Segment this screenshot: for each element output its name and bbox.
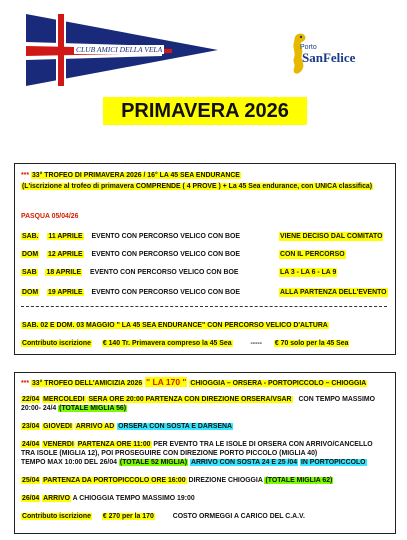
schedule-day: VENERDI [43, 441, 74, 448]
contrib-label: Contributo iscrizione [22, 513, 91, 520]
miles-badge: (TOTALE MIGLIA 62) [265, 477, 333, 484]
schedule-line: TRA ISOLE (MIGLIA 12), POI PROSEGUIRE CON DIREZIONE PORTO PICCOLO (MIGLIA 40) [21, 450, 318, 457]
club-logo-text: CLUB AMICI DELLA VELA [76, 45, 163, 54]
event-desc: EVENTO CON PERCORSO VELICO CON BOE [91, 233, 240, 240]
schedule-text: TEMPO MAX 10:00 DEL 26/04 [21, 459, 117, 466]
schedule-line [21, 395, 375, 404]
contrib-45sea: € 70 solo per la 45 Sea [274, 340, 349, 347]
contrib-row [21, 512, 389, 521]
contrib-separator: ----- [250, 340, 262, 347]
schedule-date: 22/04 [22, 396, 40, 403]
club-logo [22, 12, 222, 87]
schedule-date: 26/04 [22, 495, 40, 502]
event-date: 12 APRILE [48, 251, 83, 258]
schedule-date: 24/04 [22, 441, 40, 448]
event-date: 11 APRILE [48, 233, 83, 240]
schedule-text: 20:00- 24/4 [21, 405, 57, 412]
schedule-text: ARRIVO [43, 495, 70, 502]
event-date: 19 APRILE [48, 289, 83, 296]
schedule-date: 25/04 [22, 477, 40, 484]
ormeggi-note: COSTO ORMEGGI A CARICO DEL C.A.V. [172, 513, 305, 520]
heading-stars: *** [21, 380, 30, 387]
schedule-text: PARTENZA DA PORTOPICCOLO ORE 16:00 [43, 477, 186, 484]
schedule-text: A CHIOGGIA TEMPO MASSIMO 19:00 [72, 495, 195, 502]
schedule-line [21, 476, 333, 485]
la170-label: " LA 170 " [146, 377, 187, 387]
event-desc: EVENTO CON PERCORSO VELICO CON BOE [91, 289, 240, 296]
schedule-line [21, 440, 373, 449]
event-day: DOM [22, 289, 39, 296]
trofeo-amicizia-box [14, 372, 396, 534]
trofeo1-heading: 33° TROFEO DI PRIMAVERA 2026 / 16° LA 45 SEA ENDURANCE [31, 172, 240, 179]
miles-badge: (TOTALE MIGLIA 56) [59, 405, 127, 412]
event-day: DOM [22, 251, 39, 258]
event-note: LA 3 - LA 6 - LA 9 [280, 269, 337, 276]
trofeo2-route: CHIOGGIA – ORSERA - PORTOPICCOLO – CHIOGGIA [190, 380, 367, 387]
trofeo2-heading-row [21, 378, 367, 388]
event-day: SAB [22, 269, 37, 276]
endurance-row [21, 321, 329, 330]
schedule-text: SERA ORE 20:00 PARTENZA CON DIREZIONE ORSERA/VSAR [88, 396, 292, 403]
page-title: PRIMAVERA 2026 [103, 97, 307, 125]
event-note: CON IL PERCORSO [280, 251, 345, 258]
trofeo1-subline: (L'iscrizione al trofeo di primavera COMPRENDE ( 4 PROVE ) + La 45 Sea endurance, con UNICA classifica) [22, 183, 373, 190]
sosta-badge: ARRIVO CON SOSTA 24 E 25 /04 [190, 459, 298, 466]
event-day: SAB. [22, 233, 39, 240]
event-row [21, 288, 389, 297]
event-date: 18 APRILE [46, 269, 82, 276]
endurance-text: SAB. 02 E DOM. 03 MAGGIO " LA 45 SEA ENDURANCE" CON PERCORSO VELICO D'ALTURA [22, 322, 328, 329]
event-desc: EVENTO CON PERCORSO VELICO CON BOE [90, 269, 239, 276]
trofeo2-heading: 33° TROFEO DELL'AMICIZIA 2026 [31, 380, 143, 387]
schedule-line [21, 422, 233, 431]
event-note: VIENE DECISO DAL COMITATO [280, 233, 383, 240]
contrib-170: € 270 per la 170 [102, 513, 154, 520]
trofeo-primavera-box [14, 163, 396, 355]
schedule-text: PARTENZA ORE 11:00 [77, 441, 151, 448]
miles-badge: (TOTALE 52 MIGLIA) [119, 459, 188, 466]
schedule-day: GIOVEDI [43, 423, 72, 430]
porto-label: Porto [300, 44, 317, 51]
pasqua-date: PASQUA 05/04/26 [21, 213, 79, 220]
event-desc: EVENTO CON PERCORSO VELICO CON BOE [91, 251, 240, 258]
event-note: ALLA PARTENZA DELL'EVENTO [280, 289, 387, 296]
porto-sanfelice-logo [282, 30, 382, 85]
sosta-badge: ORSERA CON SOSTA E DARSENA [118, 423, 232, 430]
schedule-text: PER EVENTO TRA LE ISOLE DI ORSERA CON ARRIVO/CANCELLO [153, 441, 373, 448]
event-row [21, 250, 389, 259]
schedule-line [21, 404, 127, 413]
schedule-line [21, 458, 367, 467]
schedule-text: ARRIVO AD [75, 423, 115, 430]
contrib-row [21, 339, 389, 348]
contrib-label: Contributo iscrizione [22, 340, 91, 347]
schedule-date: 23/04 [22, 423, 40, 430]
schedule-text: DIREZIONE CHIOGGIA [188, 477, 263, 484]
event-row [21, 268, 389, 277]
trofeo1-subline-row [21, 182, 373, 191]
sanfelice-label: SanFelice [302, 50, 356, 65]
divider [21, 306, 387, 307]
schedule-text: CON TEMPO MASSIMO [298, 396, 376, 403]
schedule-line [21, 494, 195, 503]
sosta-badge: IN PORTOPICCOLO [300, 459, 366, 466]
event-row [21, 232, 389, 241]
schedule-day: MERCOLEDI [43, 396, 85, 403]
trofeo1-heading-row [21, 171, 241, 180]
heading-stars: *** [21, 172, 30, 179]
contrib-primavera: € 140 Tr. Primavera compreso la 45 Sea [102, 340, 232, 347]
